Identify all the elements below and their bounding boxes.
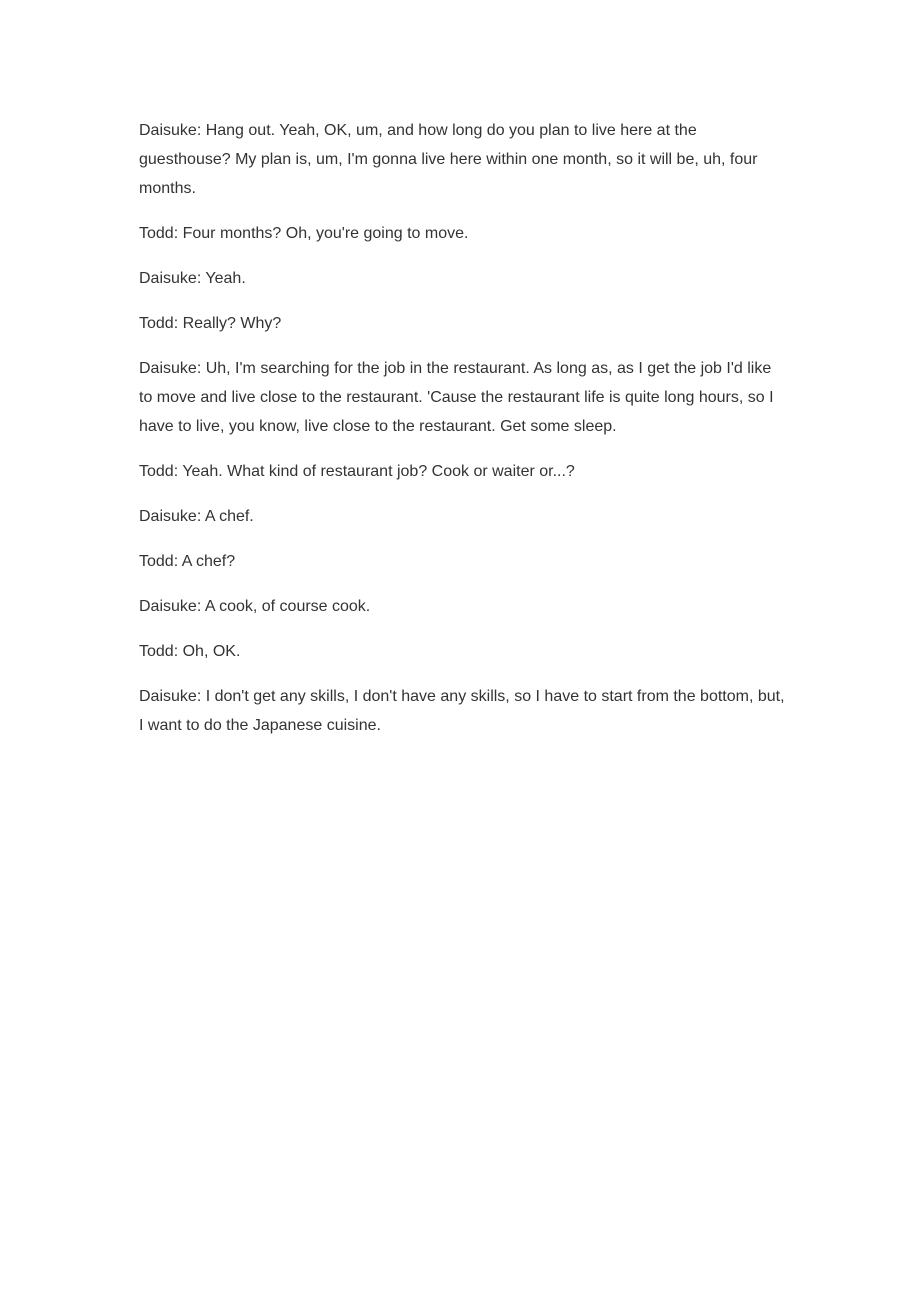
line-text: Yeah. What kind of restaurant job? Cook or waiter or...? (182, 463, 575, 480)
speaker-name: Daisuke (139, 270, 197, 287)
line-text: A chef. (204, 508, 254, 525)
line-text: Really? Why? (182, 315, 282, 332)
line-text: A cook, of course cook. (204, 598, 371, 615)
transcript-line (139, 354, 789, 441)
line-text: Oh, OK. (182, 643, 241, 660)
transcript-line (139, 219, 789, 248)
speaker-name: Todd (139, 463, 174, 480)
speaker-name: Todd (139, 553, 174, 570)
speaker-name: Todd (139, 315, 174, 332)
speaker-name: Daisuke (139, 122, 197, 139)
line-text: Uh, I'm searching for the job in the restaurant. As long as, as I get the job I'd like to move and live close to the restaurant. 'Cause the restaurant life is quite long hours, so I have to live, you know, live close to the restaurant. Get some sleep. (139, 360, 774, 435)
line-text: Four months? Oh, you're going to move. (182, 225, 469, 242)
transcript-line (139, 457, 789, 486)
transcript-line (139, 592, 789, 621)
speaker-name: Todd (139, 225, 174, 242)
speaker-separator: : (196, 360, 206, 377)
transcript-line (139, 502, 789, 531)
speaker-name: Daisuke (139, 688, 197, 705)
transcript (139, 116, 789, 756)
speaker-name: Daisuke (139, 508, 197, 525)
speaker-separator: : (173, 225, 183, 242)
transcript-line (139, 682, 789, 740)
speaker-name: Todd (139, 643, 174, 660)
speaker-separator: : (196, 122, 206, 139)
speaker-separator: : (196, 270, 206, 287)
speaker-separator: : (196, 508, 205, 525)
transcript-line (139, 547, 789, 576)
line-text: Hang out. Yeah, OK, um, and how long do you plan to live here at the guesthouse? My plan is, um, I'm gonna live here within one month, so it will be, uh, four months. (139, 122, 758, 197)
speaker-separator: : (173, 643, 183, 660)
speaker-separator: : (173, 315, 183, 332)
transcript-line (139, 309, 789, 338)
line-text: Yeah. (205, 270, 246, 287)
speaker-separator: : (173, 553, 182, 570)
transcript-line (139, 637, 789, 666)
speaker-separator: : (196, 598, 205, 615)
speaker-separator: : (173, 463, 183, 480)
speaker-name: Daisuke (139, 598, 197, 615)
line-text: A chef? (181, 553, 236, 570)
speaker-name: Daisuke (139, 360, 197, 377)
transcript-line (139, 116, 789, 203)
line-text: I don't get any skills, I don't have any skills, so I have to start from the bottom, but, I want to do the Japanese cuisine. (139, 688, 785, 734)
transcript-line (139, 264, 789, 293)
speaker-separator: : (196, 688, 206, 705)
